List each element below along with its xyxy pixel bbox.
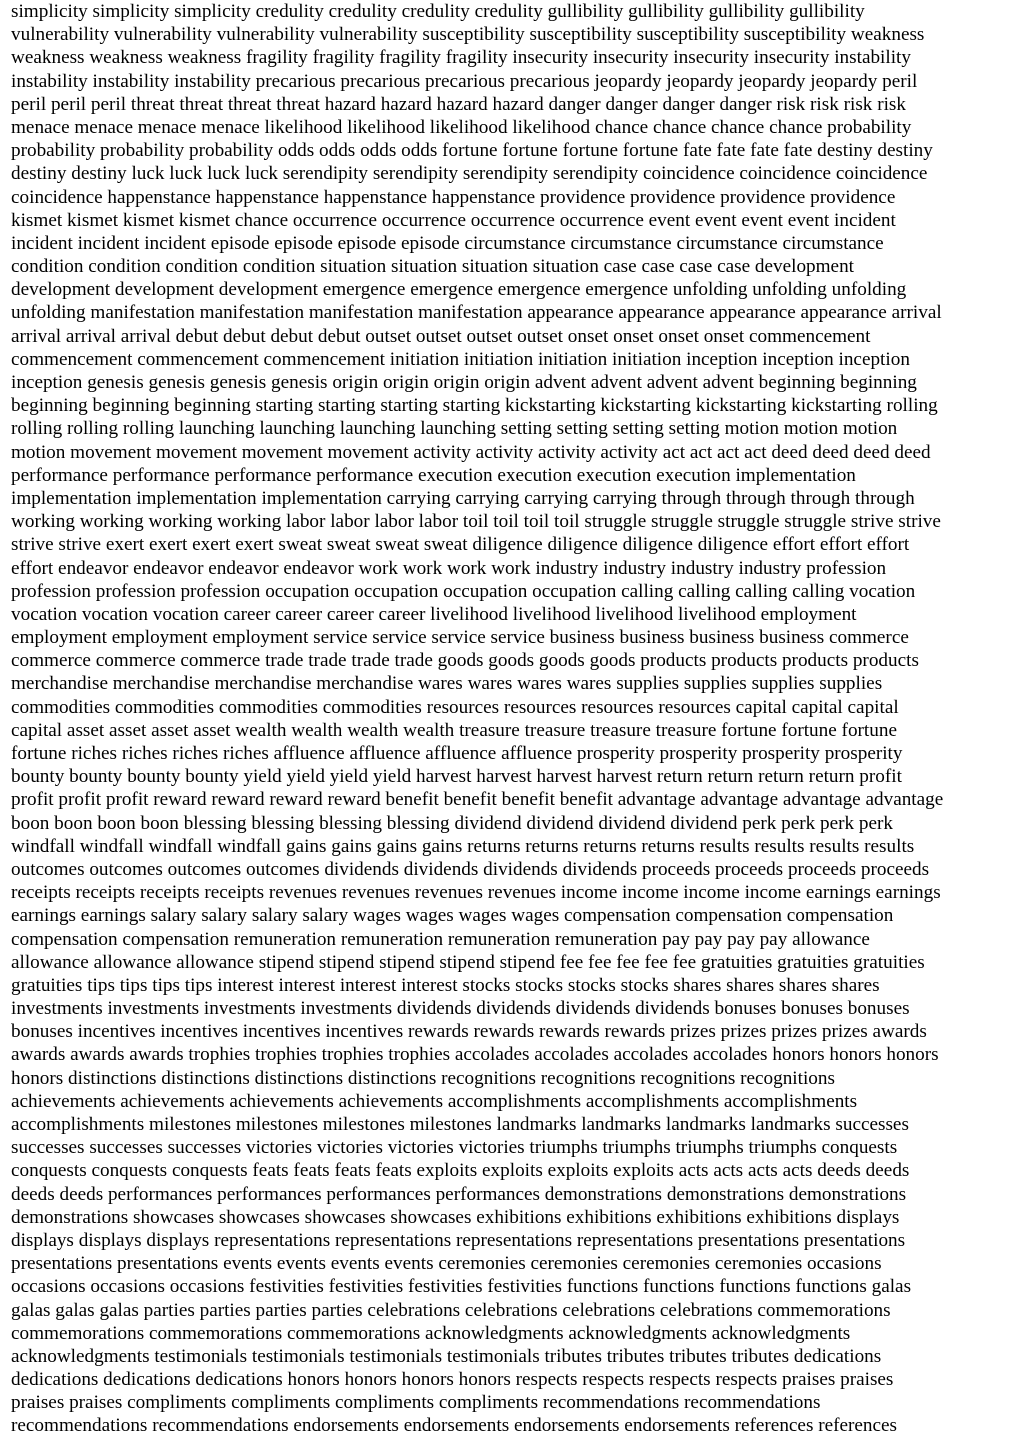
body-text bbox=[11, 0, 1019, 1438]
text-line: commodities commodities commodities commodities resources resources resources resources capital capital capital bbox=[11, 696, 899, 718]
text-line: boon boon boon boon blessing blessing blessing blessing dividend dividend dividend dividend perk perk perk perk bbox=[11, 812, 893, 834]
text-line: performance performance performance performance execution execution execution execution implementation bbox=[11, 464, 856, 486]
text-line: acknowledgments testimonials testimonials testimonials testimonials tributes tributes tributes tributes dedications bbox=[11, 1345, 882, 1367]
text-line: development development development emergence emergence emergence emergence unfolding unfolding unfolding bbox=[11, 279, 907, 301]
text-line: compensation compensation remuneration remuneration remuneration remuneration pay pay pay pay allowance bbox=[11, 928, 870, 950]
text-line: presentations presentations events events events events ceremonies ceremonies ceremonies ceremonies occasions bbox=[11, 1253, 882, 1275]
text-line: working working working working labor labor labor labor toil toil toil toil struggle struggle struggle struggle strive strive bbox=[11, 511, 941, 533]
text-line: allowance allowance allowance stipend stipend stipend stipend stipend fee fee fee fee fee gratuities gratuities gratuities bbox=[11, 951, 925, 973]
text-line: strive strive exert exert exert exert sweat sweat sweat sweat diligence diligence diligence diligence effort effort effort bbox=[11, 534, 910, 556]
text-line: condition condition condition condition situation situation situation situation case case case case development bbox=[11, 256, 854, 278]
text-line: profit profit profit reward reward reward reward benefit benefit benefit benefit advantage advantage advantage advantage bbox=[11, 789, 944, 811]
text-line: arrival arrival arrival debut debut debut debut outset outset outset outset onset onset onset onset commencement bbox=[11, 325, 871, 347]
text-line: honors distinctions distinctions distinctions distinctions recognitions recognitions recognitions recognitions bbox=[11, 1067, 835, 1089]
text-line: implementation implementation implementation carrying carrying carrying carrying through through through through bbox=[11, 487, 915, 509]
text-line: vocation vocation vocation career career career career livelihood livelihood livelihood livelihood employment bbox=[11, 603, 857, 625]
text-line: windfall windfall windfall windfall gains gains gains gains returns returns returns returns results results results results bbox=[11, 835, 915, 857]
text-line: instability instability instability precarious precarious precarious precarious jeopardy jeopardy jeopardy jeopardy peril bbox=[11, 70, 918, 92]
text-line: inception genesis genesis genesis genesis origin origin origin origin advent advent advent advent beginning beginning bbox=[11, 372, 917, 393]
text-line: receipts receipts receipts receipts revenues revenues revenues revenues income income income income earnings earnings bbox=[11, 882, 941, 904]
text-line: beginning beginning beginning starting starting starting starting kickstarting kickstarting kickstarting kickstarting rolling bbox=[11, 395, 938, 417]
text-line: coincidence happenstance happenstance happenstance happenstance providence providence providence providence bbox=[11, 186, 896, 208]
text-line: accomplishments milestones milestones milestones milestones landmarks landmarks landmarks landmarks successes bbox=[11, 1114, 909, 1135]
text-line: recommendations recommendations endorsements endorsements endorsements endorsements references references bbox=[11, 1415, 898, 1437]
text-line: weakness weakness weakness fragility fragility fragility fragility insecurity insecurity insecurity insecurity instability bbox=[11, 47, 911, 69]
text-line: conquests conquests conquests feats feats feats feats exploits exploits exploits exploits acts acts acts acts deeds deeds bbox=[11, 1160, 910, 1182]
text-line: successes successes successes victories victories victories victories triumphs triumphs triumphs triumphs conquests bbox=[11, 1137, 898, 1159]
text-line: earnings earnings salary salary salary salary wages wages wages wages compensation compensation compensation bbox=[11, 905, 894, 927]
text-line: probability probability probability odds odds odds odds fortune fortune fortune fortune fate fate fate fate destiny destiny bbox=[11, 140, 933, 162]
text-line: merchandise merchandise merchandise merchandise wares wares wares wares supplies supplies supplies supplies bbox=[11, 673, 883, 695]
text-line: demonstrations showcases showcases showcases showcases exhibitions exhibitions exhibitions exhibitions displays bbox=[11, 1206, 900, 1228]
text-line: employment employment employment service service service service business business business business commerce bbox=[11, 627, 909, 649]
text-line: vulnerability vulnerability vulnerability vulnerability susceptibility susceptibility susceptibility susceptibility weakness bbox=[11, 24, 925, 46]
text-line: achievements achievements achievements achievements accomplishments accomplishments accomplishments bbox=[11, 1090, 858, 1112]
text-line: unfolding manifestation manifestation manifestation manifestation appearance appearance appearance appearance arrival bbox=[11, 302, 942, 324]
text-line: kismet kismet kismet kismet chance occurrence occurrence occurrence occurrence event event event event incident bbox=[11, 209, 896, 231]
text-line: awards awards awards trophies trophies trophies trophies accolades accolades accolades accolades honors honors honors bbox=[11, 1044, 939, 1066]
text-line: effort endeavor endeavor endeavor endeavor work work work work industry industry industry industry profession bbox=[11, 557, 887, 579]
text-line: occasions occasions occasions festivities festivities festivities festivities functions functions functions functions galas bbox=[11, 1276, 912, 1298]
text-line: gratuities tips tips tips tips interest interest interest interest stocks stocks stocks stocks shares shares shares shares bbox=[11, 974, 880, 996]
text-line: commerce commerce commerce trade trade trade trade goods goods goods goods products products products products bbox=[11, 650, 919, 672]
text-line: capital asset asset asset asset wealth wealth wealth wealth treasure treasure treasure treasure fortune fortune fortune bbox=[11, 719, 897, 741]
text-line: simplicity simplicity simplicity credulity credulity credulity credulity gullibility gullibility gullibility gullibility bbox=[11, 1, 865, 22]
text-line: profession profession profession occupation occupation occupation occupation calling calling calling calling vocation bbox=[11, 580, 916, 602]
text-line: motion movement movement movement movement activity activity activity activity act act act act deed deed deed deed bbox=[11, 441, 931, 463]
text-line: commemorations commemorations commemorations acknowledgments acknowledgments acknowledgments bbox=[11, 1322, 851, 1344]
text-line: destiny destiny luck luck luck luck serendipity serendipity serendipity serendipity coincidence coincidence coincidence bbox=[11, 163, 928, 185]
text-line: outcomes outcomes outcomes outcomes dividends dividends dividends dividends proceeds proceeds proceeds proceeds bbox=[11, 858, 930, 880]
text-line: deeds deeds performances performances performances performances demonstrations demonstrations demonstrations bbox=[11, 1183, 907, 1205]
text-line: investments investments investments investments dividends dividends dividends dividends bonuses bonuses bonuses bbox=[11, 998, 910, 1020]
text-line: praises praises compliments compliments compliments compliments recommendations recommendations bbox=[11, 1392, 821, 1414]
text-line: rolling rolling rolling launching launching launching launching setting setting setting setting motion motion motion bbox=[11, 418, 898, 440]
text-line: displays displays displays representations representations representations representations presentations presentations bbox=[11, 1229, 906, 1251]
text-line: bonuses incentives incentives incentives incentives rewards rewards rewards rewards prizes prizes prizes prizes awards bbox=[11, 1021, 927, 1043]
text-line: bounty bounty bounty bounty yield yield yield yield harvest harvest harvest harvest return return return return profit bbox=[11, 766, 902, 788]
text-line: galas galas galas parties parties parties parties celebrations celebrations celebrations celebrations commemorations bbox=[11, 1299, 891, 1321]
text-line: peril peril peril threat threat threat threat hazard hazard hazard hazard danger danger danger danger risk risk risk risk bbox=[11, 93, 906, 115]
text-line: menace menace menace menace likelihood likelihood likelihood likelihood chance chance chance chance probability bbox=[11, 116, 912, 138]
text-line: commencement commencement commencement initiation initiation initiation initiation inception inception inception bbox=[11, 348, 910, 370]
text-line: fortune riches riches riches riches affluence affluence affluence affluence prosperity prosperity prosperity prosperity bbox=[11, 743, 903, 764]
text-line: incident incident incident episode episode episode episode circumstance circumstance circumstance circumstance bbox=[11, 232, 884, 254]
text-line: dedications dedications dedications honors honors honors honors respects respects respects respects praises praises bbox=[11, 1369, 894, 1391]
